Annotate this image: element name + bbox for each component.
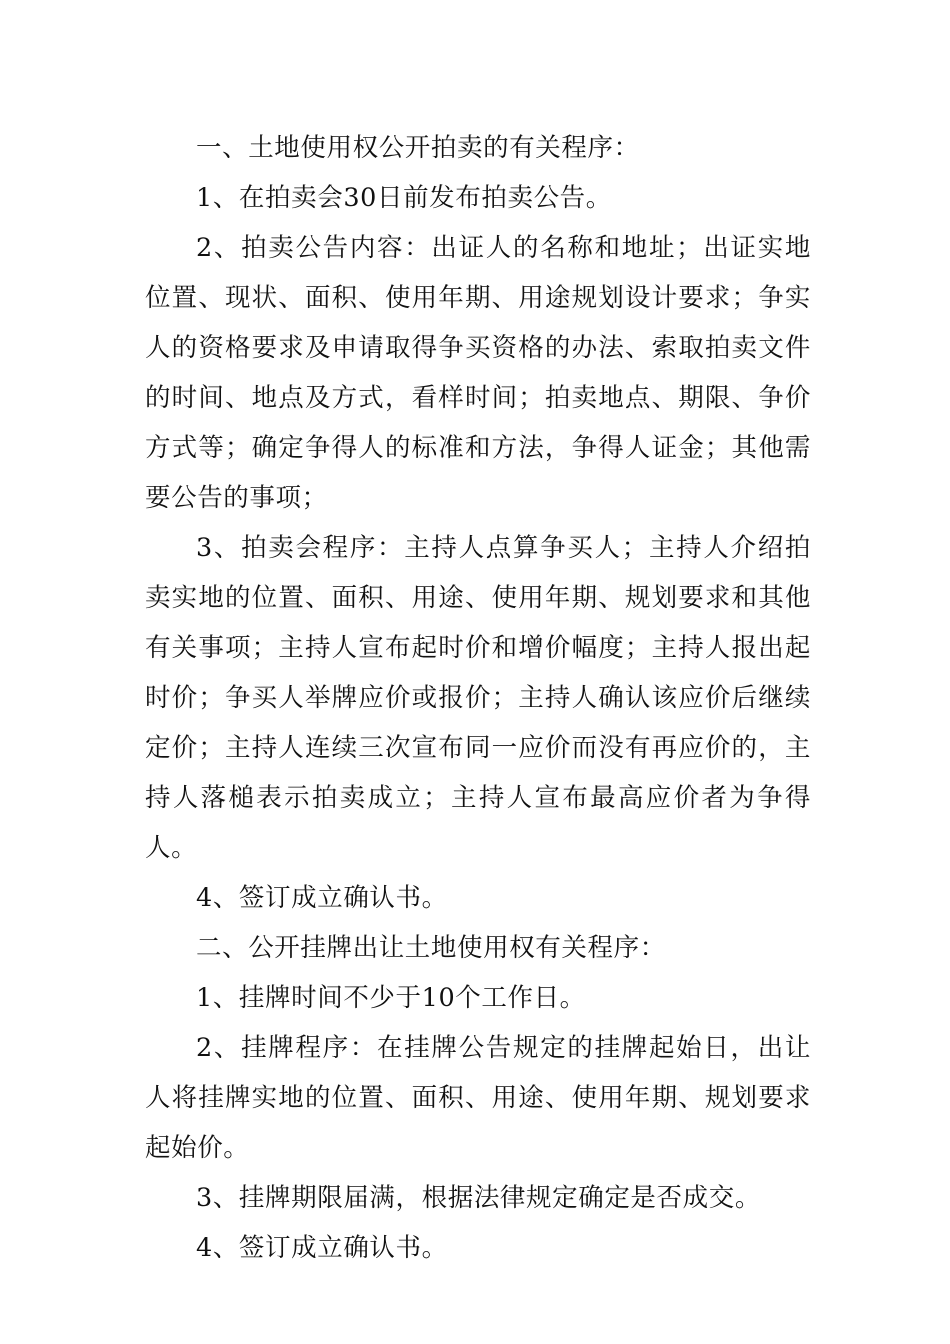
section-heading-listing: 二、公开挂牌出让土地使用权有关程序： bbox=[196, 933, 666, 963]
listing-step-3: 3、挂牌期限届满，根据法律规定确定是否成交。 bbox=[196, 1183, 761, 1213]
auction-step-3: 3、拍卖会程序：主持人点算争买人；主持人介绍拍卖实地的位置、面积、用途、使用年期、规划要求和其他有关事项；主持人宣布起时价和增价幅度；主持人报出起时价；争买人举牌应价或报价；主持人确认该应价后继续定价；主持人连续三次宣布同一应价而没有再应价的，主持人落槌表示拍卖成立；主持人宣布最高应价者为争得人。 bbox=[145, 533, 811, 863]
listing-step-2: 2、挂牌程序：在挂牌公告规定的挂牌起始日，出让人将挂牌实地的位置、面积、用途、使用年期、规划要求起始价。 bbox=[145, 1033, 811, 1163]
listing-step-4: 4、签订成立确认书。 bbox=[196, 1233, 448, 1263]
auction-step-1: 1、在拍卖会30日前发布拍卖公告。 bbox=[196, 183, 612, 213]
document-body bbox=[145, 123, 811, 1273]
auction-step-4: 4、签订成立确认书。 bbox=[196, 883, 448, 913]
listing-step-1: 1、挂牌时间不少于10个工作日。 bbox=[196, 983, 586, 1013]
section-heading-auction: 一、土地使用权公开拍卖的有关程序： bbox=[196, 133, 640, 163]
auction-step-2: 2、拍卖公告内容：出证人的名称和地址；出证实地位置、现状、面积、使用年期、用途规划设计要求；争实人的资格要求及申请取得争买资格的办法、索取拍卖文件的时间、地点及方式，看样时间；拍卖地点、期限、争价方式等；确定争得人的标准和方法，争得人证金；其他需要公告的事项； bbox=[145, 233, 811, 513]
